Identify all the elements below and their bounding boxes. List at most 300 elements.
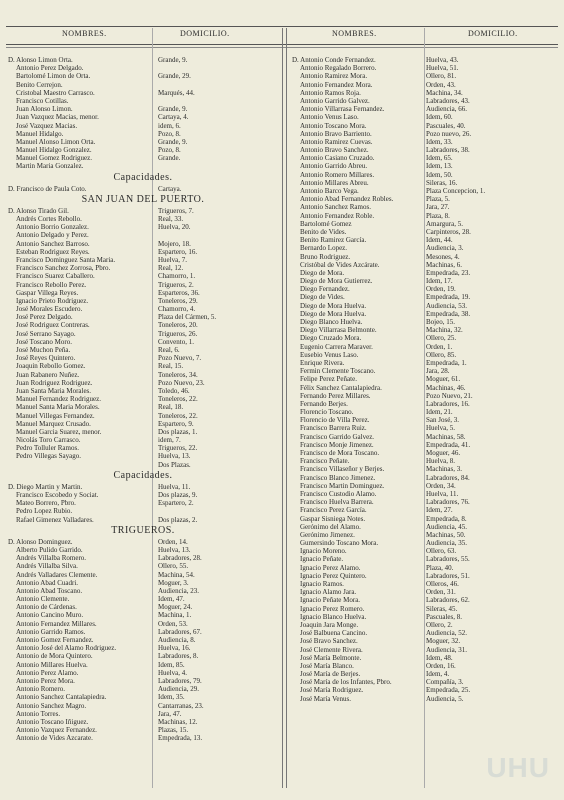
entry-name: Francisco Cotillas. <box>16 96 69 105</box>
entry-address: Moguer, 3. <box>158 578 189 587</box>
entry-name: Francisco Martin Dominguez. <box>300 481 385 490</box>
entry-name: Diego de Mora Huelva. <box>300 309 367 318</box>
entry-address: Orden, 19. <box>426 285 456 294</box>
entry-address: Huelva, 4. <box>158 668 187 677</box>
directory-entry <box>8 395 278 403</box>
entry-address: Huelva, 16. <box>158 644 191 653</box>
directory-entry <box>292 596 556 604</box>
directory-entry <box>8 516 278 524</box>
entry-name: Manuel Garcia Suarez, menor. <box>16 427 102 436</box>
entry-address: Empedrada, 41. <box>426 440 471 449</box>
directory-entry <box>8 661 278 669</box>
directory-entry <box>292 285 556 293</box>
entry-name: Antonio de Cárdenas. <box>16 603 77 612</box>
entry-name: Francisco Villaseñor y Berjes. <box>300 465 385 474</box>
entry-address: Cantarranas, 23. <box>158 701 204 710</box>
entry-name: D. Alonso Dominguez. <box>8 537 73 546</box>
entry-name: Antonio Perez Alamo. <box>16 668 79 677</box>
entry-name: D. Alonso Tirado Gil. <box>8 206 69 215</box>
directory-entry <box>292 261 556 269</box>
entry-address: Audiencia, 66. <box>426 105 468 114</box>
entry-address: Real, 15. <box>158 362 184 371</box>
directory-entry <box>292 351 556 359</box>
directory-entry <box>292 269 556 277</box>
entry-name: Andrés Valladares Clemente. <box>16 570 98 579</box>
entry-name: Benito Cerrejon. <box>16 80 63 89</box>
entry-name: Fernando Perez Millares. <box>300 391 371 400</box>
directory-entry <box>292 89 556 97</box>
entry-name: Bartolomé Limon de Orta. <box>16 72 91 81</box>
entry-address: Trigueros, 26. <box>158 329 198 338</box>
directory-entry <box>8 554 278 562</box>
directory-entry <box>8 452 278 460</box>
directory-entry <box>292 162 556 170</box>
entry-name: Antonio Garrido Galvez. <box>300 96 370 105</box>
entry-address: Toledo, 46. <box>158 386 190 395</box>
entry-address: Idem, 13. <box>426 162 453 171</box>
directory-entry <box>8 138 278 146</box>
entry-address: Labradores, 79. <box>158 676 202 685</box>
entry-name: Manuel Fernandez Rodriguez. <box>16 395 101 404</box>
entry-address: Huelva, 13. <box>158 452 191 461</box>
entry-name: Antonio Sanchez Cantalapiedra. <box>16 693 107 702</box>
directory-entry <box>292 228 556 236</box>
entry-address: Grande. <box>158 154 181 163</box>
entry-address: Audiencia, 29. <box>158 685 200 694</box>
directory-entry <box>292 130 556 138</box>
entry-name: D. Francisco de Paula Coto. <box>8 184 87 193</box>
entry-name: Antonio Delgado y Perez. <box>16 231 89 240</box>
entry-name: José Vazquez Macias. <box>16 121 78 130</box>
entry-address: Espartero, 9. <box>158 419 194 428</box>
entry-address: Toneleros, 22. <box>158 411 198 420</box>
entry-address: Pozo Nuevo, 21. <box>426 391 473 400</box>
entry-name: D. Antonio Conde Fernandez. <box>292 56 376 64</box>
center-divider-inner <box>286 28 287 788</box>
directory-entry <box>292 564 556 572</box>
entry-name: Antonio Clemente. <box>16 595 70 604</box>
entry-name: Antonio Garrido Abreu. <box>300 162 368 171</box>
directory-entry <box>292 343 556 351</box>
entry-address: Labradores, 67. <box>158 627 202 636</box>
entry-address: Audiencia, 5. <box>426 694 464 703</box>
entry-name: Antonio Ramos Roja. <box>300 88 361 97</box>
entry-name: Joaquin Rebollo Gomez. <box>16 362 86 371</box>
directory-entry <box>292 293 556 301</box>
entry-address: Real, 6. <box>158 346 180 354</box>
directory-entry <box>292 547 556 555</box>
entry-address: Grande, 9. <box>158 137 188 146</box>
directory-entry <box>8 264 278 272</box>
directory-entry <box>8 444 278 452</box>
entry-address: Huelva, 13. <box>158 545 191 554</box>
entry-name: Juan Rodriguez Rodriguez. <box>16 378 93 387</box>
entry-name: Gaspar Sisniega Notes. <box>300 514 366 523</box>
entry-name: Manuel Hidalgo Gonzalez. <box>16 146 92 155</box>
entry-name: Antonio de Mora Quintero. <box>16 652 93 661</box>
entry-address: Huelva, 43. <box>426 56 459 64</box>
directory-entry <box>292 318 556 326</box>
entry-name: José Muchon Peña. <box>16 346 71 354</box>
directory-entry <box>8 122 278 130</box>
entry-name: Francisco Escobedo y Sociat. <box>16 491 99 499</box>
entry-address: Idem, 21. <box>426 408 453 417</box>
directory-entry <box>292 326 556 334</box>
entry-name: Juan Santa Maria Morales. <box>16 386 92 395</box>
directory-entry <box>8 56 278 64</box>
directory-entry <box>8 256 278 264</box>
directory-entry <box>292 498 556 506</box>
entry-name: Cristóbal de Vides Azcárate. <box>300 260 380 269</box>
entry-name: Antonio Perez Delgado. <box>16 64 84 73</box>
entry-address: Orden, 34. <box>426 481 456 490</box>
entry-address: Audiencia, 35. <box>426 539 468 548</box>
entry-name: Manuel Villegas Fernandez. <box>16 411 95 420</box>
directory-entry <box>8 72 278 80</box>
directory-entry <box>292 441 556 449</box>
entry-name: José María Venus. <box>300 694 352 703</box>
entry-name: Ignacio Perez Romero. <box>300 604 365 613</box>
entry-address: Cartaya. <box>158 184 182 193</box>
right-column <box>292 56 556 703</box>
entry-name: Gerónimo del Alamo. <box>300 522 361 531</box>
entry-name: Enrique Rivera. <box>300 358 345 367</box>
directory-entry <box>292 588 556 596</box>
entry-address: Ollero, 85. <box>426 350 457 359</box>
directory-entry <box>8 272 278 280</box>
entry-address: Ollero, 81. <box>426 72 457 81</box>
entry-name: Félix Sanchez Cantalapiedra. <box>300 383 382 392</box>
directory-entry <box>292 187 556 195</box>
entry-address: Audiencia, 52. <box>426 629 468 638</box>
entry-name: Antonio Perez Mora. <box>16 676 75 685</box>
entry-name: Rafael Gimenez Valladares. <box>16 515 94 524</box>
directory-entry <box>292 654 556 662</box>
entry-address: Esparteros, 36. <box>158 288 200 297</box>
entry-name: Florencio Toscano. <box>300 408 354 417</box>
entry-name: José María Belmonte. <box>300 653 362 662</box>
entry-name: Francisco Blanco Jimenez. <box>300 473 376 482</box>
entry-address: Pozo Nuevo, 7. <box>158 354 202 363</box>
entry-address: Empedrada, 13. <box>158 734 203 743</box>
entry-name: Ignacio Prieto Rodriguez. <box>16 296 89 305</box>
entry-name: Bartolomé Gomez <box>300 219 352 228</box>
entry-address: Machinas, 3. <box>426 465 462 474</box>
entry-name: Antonio José del Alamo Rodriguez. <box>16 644 117 653</box>
directory-entry <box>292 212 556 220</box>
directory-entry <box>292 179 556 187</box>
directory-entry <box>8 185 278 193</box>
entry-address: Labradores, 28. <box>158 554 202 563</box>
directory-entry <box>8 611 278 619</box>
directory-entry <box>292 334 556 342</box>
directory-entry <box>8 305 278 313</box>
entry-address: Mesones, 4. <box>426 252 460 261</box>
directory-entry <box>292 384 556 392</box>
entry-address: Real, 18. <box>158 403 184 412</box>
entry-name: José Reyes Quintero. <box>16 354 76 363</box>
entry-address: Pozo nuevo, 26. <box>426 129 472 138</box>
directory-entry <box>292 375 556 383</box>
directory-entry <box>8 240 278 248</box>
entry-address: Idem, 60. <box>426 113 453 122</box>
entry-name: Francisco Sanchez Zorrosa, Pbro. <box>16 264 111 273</box>
entry-name: Eusebio Venus Laso. <box>300 350 359 359</box>
entry-address: Grande, 29. <box>158 72 191 81</box>
directory-entry <box>292 105 556 113</box>
entry-name: Andrés Villalba Silva. <box>16 562 78 571</box>
directory-entry <box>292 629 556 637</box>
entry-name: Francisco Peñate. <box>300 457 350 466</box>
directory-entry <box>8 330 278 338</box>
entry-name: Antonio Sanchez Magro. <box>16 701 87 710</box>
entry-address: Bojeo, 15. <box>426 318 455 326</box>
left-domicile-header: DOMICILIO. <box>180 29 230 38</box>
entry-name: Andrés Villalba Romero. <box>16 554 87 563</box>
entry-name: Esteban Rodriguez Reyes. <box>16 247 90 256</box>
entry-address: Huelva, 20. <box>158 223 191 232</box>
entry-address: Machina, 34. <box>426 88 463 97</box>
directory-entry <box>292 433 556 441</box>
directory-entry <box>8 483 278 491</box>
directory-entry <box>8 491 278 499</box>
directory-entry <box>8 595 278 603</box>
entry-name: José Serrano Sayago. <box>16 329 76 338</box>
directory-entry <box>8 146 278 154</box>
entry-name: Ignacio Ramos. <box>300 580 344 588</box>
entry-name: Mateo Borrero, Pbro. <box>16 499 76 508</box>
directory-entry <box>292 97 556 105</box>
entry-address: Marqués, 44. <box>158 88 195 97</box>
directory-entry <box>292 572 556 580</box>
directory-entry <box>8 726 278 734</box>
directory-entry <box>292 408 556 416</box>
directory-entry <box>8 113 278 121</box>
entry-name: José María Blanco. <box>300 661 354 670</box>
entry-name: Antonio Abad Toscano. <box>16 586 83 595</box>
center-divider <box>282 28 283 788</box>
directory-entry <box>292 424 556 432</box>
directory-entry <box>8 207 278 215</box>
entry-name: Antonio Sanchez Barroso. <box>16 239 90 248</box>
directory-entry <box>8 223 278 231</box>
entry-name: Ignacio Peñate. <box>300 555 344 564</box>
entry-address: Dos Plazas. <box>158 460 191 469</box>
entry-address: Empedrada, 1. <box>426 358 467 367</box>
entry-address: Labradores, 62. <box>426 596 470 605</box>
directory-entry <box>292 195 556 203</box>
entry-address: Espartero, 16. <box>158 247 198 256</box>
directory-entry <box>292 56 556 64</box>
entry-address: Jara, 47. <box>158 709 182 718</box>
entry-address: Empedrada, 19. <box>426 293 471 302</box>
directory-entry <box>8 97 278 105</box>
entry-address: Moguer, 46. <box>426 449 461 457</box>
entry-address: San José, 3. <box>426 416 460 425</box>
entry-name: Antonio Fernandez Mora. <box>300 80 373 89</box>
entry-address: Idem, 48. <box>426 653 453 662</box>
entry-name: José Clemente Rivera. <box>300 645 363 654</box>
directory-entry <box>8 546 278 554</box>
entry-name: Ignacio Blanco Huelva. <box>300 612 367 621</box>
directory-entry <box>292 72 556 80</box>
entry-address: Jara, 28. <box>426 367 450 376</box>
entry-address: Orden, 31. <box>426 588 456 597</box>
entry-name: Martin Maria Gonzalez. <box>16 162 84 171</box>
entry-name: Antonio Ramirez Cuevas. <box>300 137 373 146</box>
directory-entry <box>8 387 278 395</box>
entry-address: Empedrada, 23. <box>426 268 471 277</box>
entry-name: José Toscano Moro. <box>16 337 72 346</box>
entry-name: Francisco Custodio Alamo. <box>300 489 377 498</box>
entry-name: Nicolás Toro Carrasco. <box>16 436 81 445</box>
entry-address: Plaza, 8. <box>426 211 450 220</box>
directory-entry <box>8 603 278 611</box>
entry-name: Diego de Mora Huelva. <box>300 301 367 310</box>
entry-address: Espartero, 2. <box>158 499 194 508</box>
entry-address: Pozo, 8. <box>158 129 181 138</box>
entry-name: Antonio Casiano Cruzado. <box>300 154 375 163</box>
entry-name: Francisco Monje Jimenez. <box>300 440 374 449</box>
directory-entry <box>8 436 278 444</box>
entry-name: Ignacio Moreno. <box>300 547 347 556</box>
entry-name: Juan Alonso Limon. <box>16 105 73 114</box>
entry-address: Empedrada, 38. <box>426 309 471 318</box>
entry-address: Machina, 32. <box>426 326 463 335</box>
entry-address: Chamorro, 4. <box>158 305 196 314</box>
directory-entry <box>8 571 278 579</box>
directory-entry <box>292 457 556 465</box>
directory-entry <box>8 231 278 239</box>
entry-address: Trigueros, 7. <box>158 206 194 215</box>
entry-name: Cristobal Maestro Carrasco. <box>16 88 95 97</box>
entry-name: José Balbuena Cancino. <box>300 629 368 638</box>
entry-address: Labradores, 55. <box>426 555 470 564</box>
directory-entry <box>8 579 278 587</box>
entry-address: Machinas, 12. <box>158 717 198 726</box>
entry-address: Sileras, 16. <box>426 178 458 187</box>
entry-address: Grande, 9. <box>158 56 188 64</box>
entry-address: Idem, 47. <box>158 595 185 604</box>
directory-entry <box>292 605 556 613</box>
entry-address: Amargura, 5. <box>426 219 463 228</box>
entry-name: Eugenio Carrera Maraver. <box>300 342 373 351</box>
entry-name: Antonio Millares Huelva. <box>16 660 88 669</box>
entry-address: Huelva, 5. <box>426 424 455 433</box>
directory-entry <box>8 718 278 726</box>
entry-address: Huelva, 11. <box>426 489 459 498</box>
entry-address: Machinas, 50. <box>426 530 466 539</box>
entry-address: Machinas, 58. <box>426 432 466 441</box>
entry-address: Compañía, 3. <box>426 678 464 687</box>
directory-entry <box>292 367 556 375</box>
directory-entry <box>8 162 278 170</box>
directory-entry <box>8 130 278 138</box>
entry-address: Idem, 4. <box>426 670 450 679</box>
entry-address: Grande, 9. <box>158 105 188 114</box>
directory-entry <box>292 359 556 367</box>
entry-name: D. Alonso Limon Orta. <box>8 56 73 64</box>
entry-name: Antonio Fernandez Roble. <box>300 211 375 220</box>
entry-name: Antonio Romero. <box>16 685 65 694</box>
directory-entry <box>8 313 278 321</box>
directory-entry <box>8 677 278 685</box>
directory-entry <box>292 138 556 146</box>
right-domicile-header: DOMICILIO. <box>468 29 518 38</box>
entry-name: José María Rodriguez. <box>300 686 364 695</box>
entry-name: Manuel Alonso Limon Orta. <box>16 137 96 146</box>
entry-address: Plaza Concepcion, 1. <box>426 187 486 195</box>
directory-entry <box>292 64 556 72</box>
entry-address: Idem, 65. <box>426 154 453 163</box>
entry-name: Francisco Rebollo Perez. <box>16 280 87 289</box>
archive-watermark: UHU <box>486 752 550 783</box>
entry-name: Felipe Perez Peñate. <box>300 375 357 384</box>
directory-entry <box>292 686 556 694</box>
entry-address: Orden, 16. <box>426 661 456 670</box>
directory-entry <box>292 416 556 424</box>
entry-name: José Morales Escudero. <box>16 305 83 314</box>
directory-entry <box>8 420 278 428</box>
entry-address: Moguer, 61. <box>426 375 461 384</box>
directory-entry <box>8 538 278 546</box>
entry-address: Pascuales, 40. <box>426 121 466 130</box>
entry-name: Antonio Regalado Borrero. <box>300 64 377 73</box>
directory-entry <box>292 580 556 588</box>
entry-name: Antonio Romero Millares. <box>300 170 375 179</box>
entry-address: Machinas, 6. <box>426 260 462 269</box>
directory-entry <box>8 154 278 162</box>
entry-address: Ollero, 55. <box>158 562 189 571</box>
directory-entry <box>292 154 556 162</box>
directory-entry <box>292 277 556 285</box>
directory-entry <box>292 637 556 645</box>
entry-name: Diego de Mora. <box>300 268 345 277</box>
entry-address: Trigueros, 22. <box>158 444 198 453</box>
directory-entry <box>8 338 278 346</box>
entry-address: Idem, 85. <box>158 660 185 669</box>
directory-entry <box>8 297 278 305</box>
entry-name: Antonio Abad Fernandez Robles. <box>300 195 394 204</box>
entry-name: Joaquin Jara Monge. <box>300 620 359 629</box>
directory-entry <box>292 253 556 261</box>
entry-address: Toneleros, 20. <box>158 321 198 330</box>
entry-address: Huelva, 11. <box>158 482 191 491</box>
directory-entry <box>292 621 556 629</box>
section-heading: TRIGUEROS. <box>111 524 175 536</box>
entry-address: Convento, 1. <box>158 337 194 346</box>
entry-address: Empedrada, 8. <box>426 514 467 523</box>
entry-address: Audiencia, 8. <box>158 636 196 644</box>
entry-name: Francisco Barrera Ruiz. <box>300 424 367 433</box>
entry-address: Plaza del Cármen, 5. <box>158 313 217 322</box>
directory-entry <box>292 695 556 703</box>
entry-address: Labradores, 8. <box>158 652 199 661</box>
entry-address: Ollero, 2. <box>426 620 453 629</box>
directory-entry <box>292 531 556 539</box>
entry-name: Antonio Bravo Barriento. <box>300 129 372 138</box>
directory-entry <box>292 474 556 482</box>
entry-name: Ignacio Perez Alamo. <box>300 563 361 572</box>
entry-address: Idem, 35. <box>158 693 185 702</box>
directory-entry <box>8 507 278 515</box>
entry-name: Gerónimo Jimenez. <box>300 530 355 539</box>
directory-entry <box>8 362 278 370</box>
directory-entry <box>8 636 278 644</box>
entry-name: Manuel Santa Maria Morales. <box>16 403 100 412</box>
entry-name: Antonio Toscano Iñiguez. <box>16 717 89 726</box>
entry-address: Orden, 1. <box>426 342 453 351</box>
